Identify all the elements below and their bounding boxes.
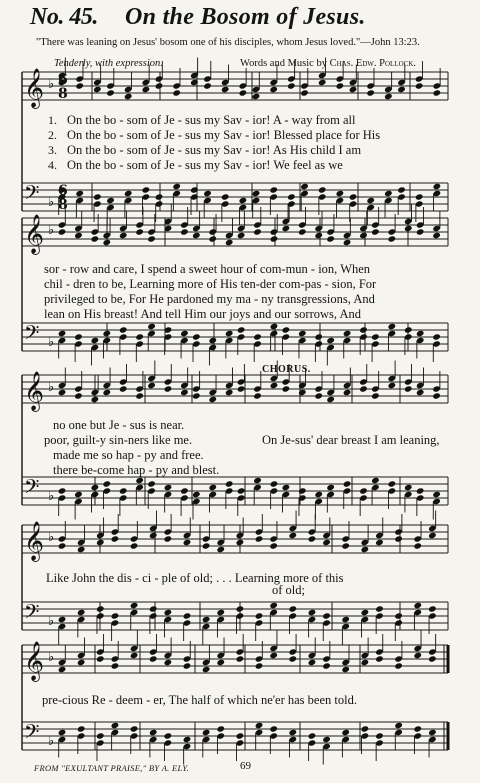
- note-head: [58, 330, 67, 337]
- note-head: [300, 183, 309, 190]
- note-head: [216, 659, 225, 666]
- note-head: [308, 732, 317, 739]
- note-head: [375, 732, 384, 739]
- note-head: [349, 193, 358, 200]
- note-head: [208, 396, 217, 403]
- note-head: [164, 484, 173, 491]
- note-head: [91, 337, 100, 344]
- note-head: [359, 487, 368, 494]
- lyric-line: privileged to be, For He pardoned my ma - ny transgressions, And: [44, 292, 375, 306]
- note-head: [433, 183, 442, 190]
- note-head: [180, 487, 189, 494]
- note-head: [366, 89, 375, 96]
- note-head: [74, 232, 83, 239]
- note-head: [432, 491, 441, 498]
- note-head: [269, 186, 278, 193]
- note-head: [413, 602, 422, 609]
- note-head: [416, 487, 425, 494]
- note-head: [225, 239, 234, 246]
- note-head: [96, 605, 105, 612]
- note-head: [202, 729, 211, 736]
- lyric-line: chil - dren to be, Learning more of His ten-der com-pas - sion, For: [44, 277, 377, 291]
- note-head: [106, 89, 115, 96]
- note-head: [155, 193, 164, 200]
- note-head: [326, 396, 335, 403]
- note-head: [216, 609, 225, 616]
- note-head: [149, 655, 158, 662]
- note-head: [361, 725, 370, 732]
- note-head: [192, 232, 201, 239]
- note-head: [253, 228, 262, 235]
- chorus-label: CHORUS.: [262, 364, 311, 375]
- note-head: [318, 79, 327, 86]
- time-signature-icon: 8: [58, 197, 68, 213]
- note-head: [361, 546, 370, 553]
- hymn-title: On the Bosom of Jesus.: [125, 4, 366, 30]
- note-head: [322, 539, 331, 546]
- note-head: [130, 725, 139, 732]
- note-head: [172, 183, 181, 190]
- note-head: [388, 382, 397, 389]
- note-head: [314, 491, 323, 498]
- note-head: [361, 659, 370, 666]
- note-head: [375, 539, 384, 546]
- note-head: [208, 337, 217, 344]
- key-flat-icon: ♭: [48, 489, 55, 504]
- note-head: [308, 535, 317, 542]
- note-head: [359, 232, 368, 239]
- note-head: [130, 602, 139, 609]
- lyric-line: there be-come hap - py and blest.: [53, 463, 220, 477]
- note-head: [252, 93, 261, 100]
- note-head: [270, 235, 279, 242]
- note-head: [388, 323, 397, 330]
- note-head: [416, 330, 425, 337]
- note-head: [384, 190, 393, 197]
- lyric-line: poor, guilt-y sin-ners like me.: [44, 433, 193, 447]
- note-head: [74, 392, 83, 399]
- note-head: [180, 389, 189, 396]
- note-head: [111, 662, 120, 669]
- note-head: [142, 186, 151, 193]
- note-head: [102, 480, 111, 487]
- note-head: [359, 385, 368, 392]
- note-head: [404, 225, 413, 232]
- key-flat-icon: ♭: [48, 380, 55, 395]
- note-head: [298, 228, 307, 235]
- bass-clef-icon: 𝄢: [24, 181, 40, 209]
- lyric-line: On the bo - som of Je - sus my Sav - ior! Blessed place for His: [67, 128, 381, 142]
- note-head: [164, 535, 173, 542]
- note-head: [74, 491, 83, 498]
- note-head: [394, 612, 403, 619]
- note-head: [371, 333, 380, 340]
- note-head: [326, 337, 335, 344]
- note-head: [308, 659, 317, 666]
- note-head: [298, 487, 307, 494]
- note-head: [255, 612, 264, 619]
- note-head: [111, 612, 120, 619]
- bass-clef-icon: 𝄢: [24, 475, 40, 503]
- scripture-epigraph: "There was leaning on Jesus' bosom one of his disciples, whom Jesus loved."—John 13:23.: [36, 37, 420, 48]
- lyric-line: pre-cious Re - deem - er, The half of which ne'er has been told.: [42, 693, 357, 707]
- note-head: [208, 235, 217, 242]
- note-head: [106, 197, 115, 204]
- note-head: [289, 655, 298, 662]
- note-head: [287, 193, 296, 200]
- note-head: [74, 333, 83, 340]
- note-head: [322, 612, 331, 619]
- note-head: [282, 385, 291, 392]
- hymn-number: No. 45.: [30, 4, 98, 30]
- note-head: [135, 333, 144, 340]
- note-head: [236, 539, 245, 546]
- key-flat-icon: ♭: [48, 614, 55, 629]
- lyric-line: On the bo - som of Je - sus my Sav - ior! As His child I am: [67, 143, 362, 157]
- bass-clef-icon: 𝄢: [24, 600, 40, 628]
- verse-number: 2.: [48, 128, 57, 142]
- treble-clef-icon: 𝄞: [24, 641, 45, 681]
- note-head: [91, 396, 100, 403]
- note-head: [183, 736, 192, 743]
- bass-clef-icon: 𝄢: [24, 321, 40, 349]
- note-head: [322, 662, 331, 669]
- note-head: [394, 662, 403, 669]
- note-head: [119, 385, 128, 392]
- note-head: [308, 609, 317, 616]
- note-head: [135, 228, 144, 235]
- note-head: [58, 729, 67, 736]
- note-head: [96, 655, 105, 662]
- note-head: [237, 487, 246, 494]
- note-head: [269, 542, 278, 549]
- note-head: [221, 193, 230, 200]
- note-head: [183, 612, 192, 619]
- key-flat-icon: ♭: [48, 195, 55, 210]
- note-head: [77, 546, 86, 553]
- note-head: [388, 480, 397, 487]
- note-head: [203, 190, 212, 197]
- note-head: [225, 480, 234, 487]
- key-flat-icon: ♭: [48, 650, 55, 665]
- note-head: [130, 652, 139, 659]
- credits-author: Chas. Edw. Pollock.: [329, 58, 417, 69]
- note-head: [237, 326, 246, 333]
- note-head: [75, 82, 84, 89]
- note-head: [343, 239, 352, 246]
- note-head: [343, 480, 352, 487]
- note-head: [326, 235, 335, 242]
- note-head: [236, 605, 245, 612]
- note-head: [432, 232, 441, 239]
- key-flat-icon: ♭: [48, 734, 55, 749]
- note-head: [432, 392, 441, 399]
- note-head: [77, 725, 86, 732]
- note-head: [124, 93, 133, 100]
- note-head: [149, 729, 158, 736]
- note-head: [269, 602, 278, 609]
- note-head: [96, 539, 105, 546]
- note-head: [102, 389, 111, 396]
- note-head: [58, 228, 67, 235]
- lyric-line: Like John the dis - ci - ple of old; . . . Learning more of this: [46, 571, 344, 585]
- note-head: [147, 235, 156, 242]
- note-head: [216, 546, 225, 553]
- note-head: [413, 652, 422, 659]
- note-head: [253, 477, 262, 484]
- note-head: [282, 225, 291, 232]
- note-head: [77, 659, 86, 666]
- source-credit: FROM "EXULTANT PRAISE," BY A. ELY.: [34, 763, 190, 773]
- note-head: [269, 725, 278, 732]
- note-head: [326, 484, 335, 491]
- lyric-line: made me so hap - py and free.: [53, 448, 204, 462]
- note-head: [147, 382, 156, 389]
- note-head: [155, 82, 164, 89]
- note-head: [397, 186, 406, 193]
- note-head: [111, 722, 120, 729]
- note-head: [413, 542, 422, 549]
- note-head: [298, 389, 307, 396]
- note-head: [428, 605, 437, 612]
- note-head: [416, 389, 425, 396]
- note-head: [142, 86, 151, 93]
- note-head: [255, 722, 264, 729]
- note-head: [300, 89, 309, 96]
- note-head: [119, 487, 128, 494]
- note-head: [361, 609, 370, 616]
- note-head: [318, 186, 327, 193]
- time-signature-icon: 6: [58, 72, 68, 88]
- note-head: [428, 532, 437, 539]
- note-head: [433, 89, 442, 96]
- note-head: [416, 228, 425, 235]
- note-head: [208, 484, 217, 491]
- note-head: [239, 197, 248, 204]
- note-head: [349, 86, 358, 93]
- note-head: [413, 725, 422, 732]
- note-head: [432, 333, 441, 340]
- note-head: [341, 666, 350, 673]
- note-head: [255, 535, 264, 542]
- note-head: [282, 326, 291, 333]
- note-head: [289, 605, 298, 612]
- note-head: [252, 190, 261, 197]
- tempo-marking: Tenderly, with expression.: [54, 58, 163, 69]
- note-head: [192, 491, 201, 498]
- note-head: [164, 385, 173, 392]
- note-head: [384, 93, 393, 100]
- time-signature-icon: 8: [58, 86, 68, 102]
- note-head: [336, 82, 345, 89]
- note-head: [96, 732, 105, 739]
- time-signature-icon: 6: [58, 183, 68, 199]
- note-head: [124, 190, 133, 197]
- chorus-lyric-line: On Je-sus' dear breast I am leaning,: [262, 433, 440, 447]
- note-head: [388, 235, 397, 242]
- note-head: [322, 736, 331, 743]
- note-head: [58, 389, 67, 396]
- note-head: [253, 333, 262, 340]
- note-head: [359, 326, 368, 333]
- note-head: [225, 389, 234, 396]
- note-head: [135, 392, 144, 399]
- note-head: [93, 193, 102, 200]
- verse-number: 4.: [48, 158, 57, 172]
- note-head: [102, 239, 111, 246]
- note-head: [394, 722, 403, 729]
- note-head: [397, 86, 406, 93]
- note-head: [164, 609, 173, 616]
- note-head: [269, 86, 278, 93]
- note-head: [404, 326, 413, 333]
- note-head: [58, 666, 67, 673]
- note-head: [172, 89, 181, 96]
- note-head: [237, 232, 246, 239]
- note-head: [183, 539, 192, 546]
- note-head: [394, 535, 403, 542]
- lyric-line-lower: of old;: [272, 583, 305, 597]
- key-flat-icon: ♭: [48, 223, 55, 238]
- lyric-line: On the bo - som of Je - sus my Sav - ior! A - way from all: [67, 113, 356, 127]
- note-head: [203, 82, 212, 89]
- note-head: [253, 392, 262, 399]
- note-head: [58, 487, 67, 494]
- note-head: [428, 655, 437, 662]
- note-head: [75, 190, 84, 197]
- note-head: [111, 535, 120, 542]
- note-head: [216, 725, 225, 732]
- note-head: [269, 652, 278, 659]
- note-head: [375, 655, 384, 662]
- note-head: [270, 480, 279, 487]
- note-head: [183, 662, 192, 669]
- note-head: [236, 732, 245, 739]
- note-head: [371, 477, 380, 484]
- note-head: [149, 605, 158, 612]
- note-head: [119, 326, 128, 333]
- note-head: [428, 729, 437, 736]
- page-number: 69: [240, 760, 251, 772]
- note-head: [341, 616, 350, 623]
- note-head: [314, 333, 323, 340]
- lyric-line: sor - row and care, I spend a sweet hour of com-mun - ion, When: [44, 262, 371, 276]
- lyric-line: lean on His breast! And tell Him our joys and our sorrows, And: [44, 307, 361, 321]
- key-flat-icon: ♭: [48, 77, 55, 92]
- note-head: [147, 323, 156, 330]
- note-head: [221, 86, 230, 93]
- note-head: [366, 197, 375, 204]
- treble-clef-icon: 𝄞: [24, 68, 45, 108]
- note-head: [239, 89, 248, 96]
- key-flat-icon: ♭: [48, 530, 55, 545]
- note-head: [287, 82, 296, 89]
- note-head: [236, 655, 245, 662]
- note-head: [282, 484, 291, 491]
- note-head: [314, 392, 323, 399]
- note-head: [58, 542, 67, 549]
- note-head: [336, 190, 345, 197]
- note-head: [91, 484, 100, 491]
- note-head: [130, 542, 139, 549]
- key-flat-icon: ♭: [48, 335, 55, 350]
- note-head: [341, 729, 350, 736]
- note-head: [164, 732, 173, 739]
- note-head: [270, 382, 279, 389]
- note-head: [202, 616, 211, 623]
- note-head: [180, 330, 189, 337]
- note-head: [237, 385, 246, 392]
- note-head: [147, 480, 156, 487]
- note-head: [404, 385, 413, 392]
- note-head: [404, 484, 413, 491]
- lyric-line: On the bo - som of Je - sus my Sav - ior! We feel as we: [67, 158, 343, 172]
- note-head: [164, 659, 173, 666]
- note-head: [298, 330, 307, 337]
- note-head: [415, 82, 424, 89]
- note-head: [343, 330, 352, 337]
- credits-prefix: Words and Music by: [240, 58, 330, 69]
- note-head: [192, 333, 201, 340]
- treble-clef-icon: 𝄞: [24, 371, 45, 411]
- note-head: [371, 228, 380, 235]
- note-head: [289, 532, 298, 539]
- note-head: [180, 228, 189, 235]
- note-head: [202, 542, 211, 549]
- note-head: [149, 532, 158, 539]
- note-head: [314, 232, 323, 239]
- verse-number: 3.: [48, 143, 57, 157]
- note-head: [192, 392, 201, 399]
- note-head: [270, 323, 279, 330]
- note-head: [58, 616, 67, 623]
- bass-clef-icon: 𝄢: [24, 720, 40, 748]
- lyric-line: no one but Je - sus is near.: [53, 418, 185, 432]
- note-head: [371, 392, 380, 399]
- note-head: [343, 389, 352, 396]
- note-head: [119, 232, 128, 239]
- note-head: [341, 542, 350, 549]
- note-head: [375, 605, 384, 612]
- note-head: [289, 729, 298, 736]
- note-head: [77, 609, 86, 616]
- note-head: [91, 235, 100, 242]
- treble-clef-icon: 𝄞: [24, 521, 45, 561]
- note-head: [255, 662, 264, 669]
- note-head: [415, 193, 424, 200]
- treble-clef-icon: 𝄞: [24, 214, 45, 254]
- note-head: [102, 330, 111, 337]
- note-head: [225, 330, 234, 337]
- note-head: [93, 86, 102, 93]
- verse-number: 1.: [48, 113, 57, 127]
- note-head: [202, 666, 211, 673]
